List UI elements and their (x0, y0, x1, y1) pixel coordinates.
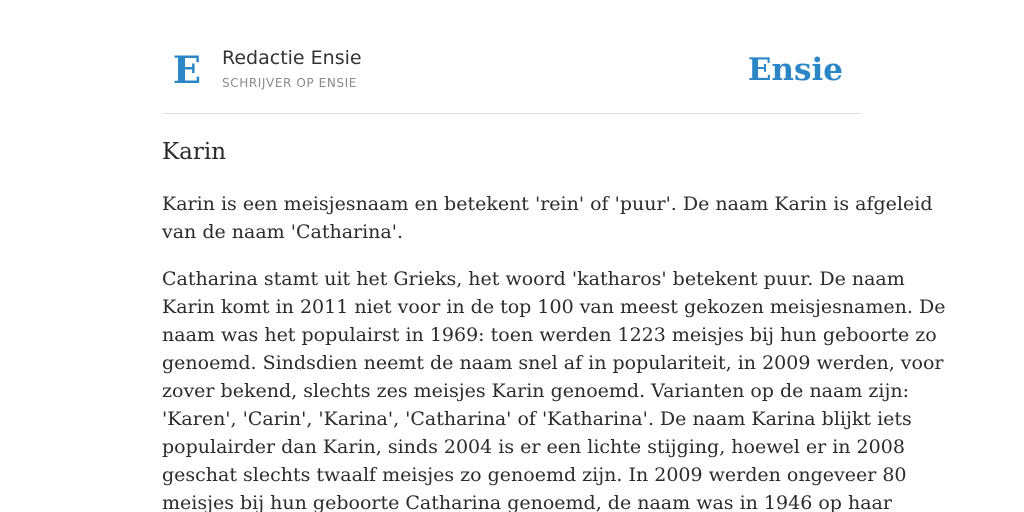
paragraph-line: zover bekend, slechts zes meisjes Karin genoemd. Varianten op de naam zijn: (162, 380, 910, 402)
article-title: Karin (162, 139, 227, 165)
paragraph-line: naam was het populairst in 1969: toen werden 1223 meisjes bij hun geboorte zo (162, 324, 937, 346)
paragraph-line: van de naam 'Catharina'. (162, 221, 404, 243)
article-paragraph-1 (162, 190, 933, 246)
paragraph-line: 'Karen', 'Carin', 'Karina', 'Catharina' of 'Katharina'. De naam Karina blijkt iets (162, 408, 912, 430)
paragraph-line: geschat slechts twaalf meisjes zo genoemd zijn. In 2009 werden ongeveer 80 (162, 464, 907, 486)
author-header (162, 38, 862, 114)
author-name-link[interactable]: Redactie Ensie (222, 47, 362, 69)
article-paragraph-2 (162, 265, 946, 512)
paragraph-line: populairder dan Karin, sinds 2004 is er een lichte stijging, hoewel er in 2008 (162, 436, 905, 458)
paragraph-line: Karin komt in 2011 niet voor in de top 100 van meest gekozen meisjesnamen. De (162, 296, 946, 318)
paragraph-line: Karin is een meisjesnaam en betekent 'rein' of 'puur'. De naam Karin is afgeleid (162, 193, 933, 215)
paragraph-line: Catharina stamt uit het Grieks, het woord 'katharos' betekent puur. De naam (162, 268, 905, 290)
brand-logo[interactable]: Ensie (747, 52, 843, 88)
paragraph-line: genoemd. Sindsdien neemt de naam snel af in populariteit, in 2009 werden, voor (162, 352, 944, 374)
paragraph-line: meisjes bij hun geboorte Catharina genoemd, de naam was in 1946 op haar (162, 492, 892, 512)
author-role: SCHRIJVER OP ENSIE (222, 76, 357, 90)
author-avatar[interactable]: E (172, 48, 202, 92)
